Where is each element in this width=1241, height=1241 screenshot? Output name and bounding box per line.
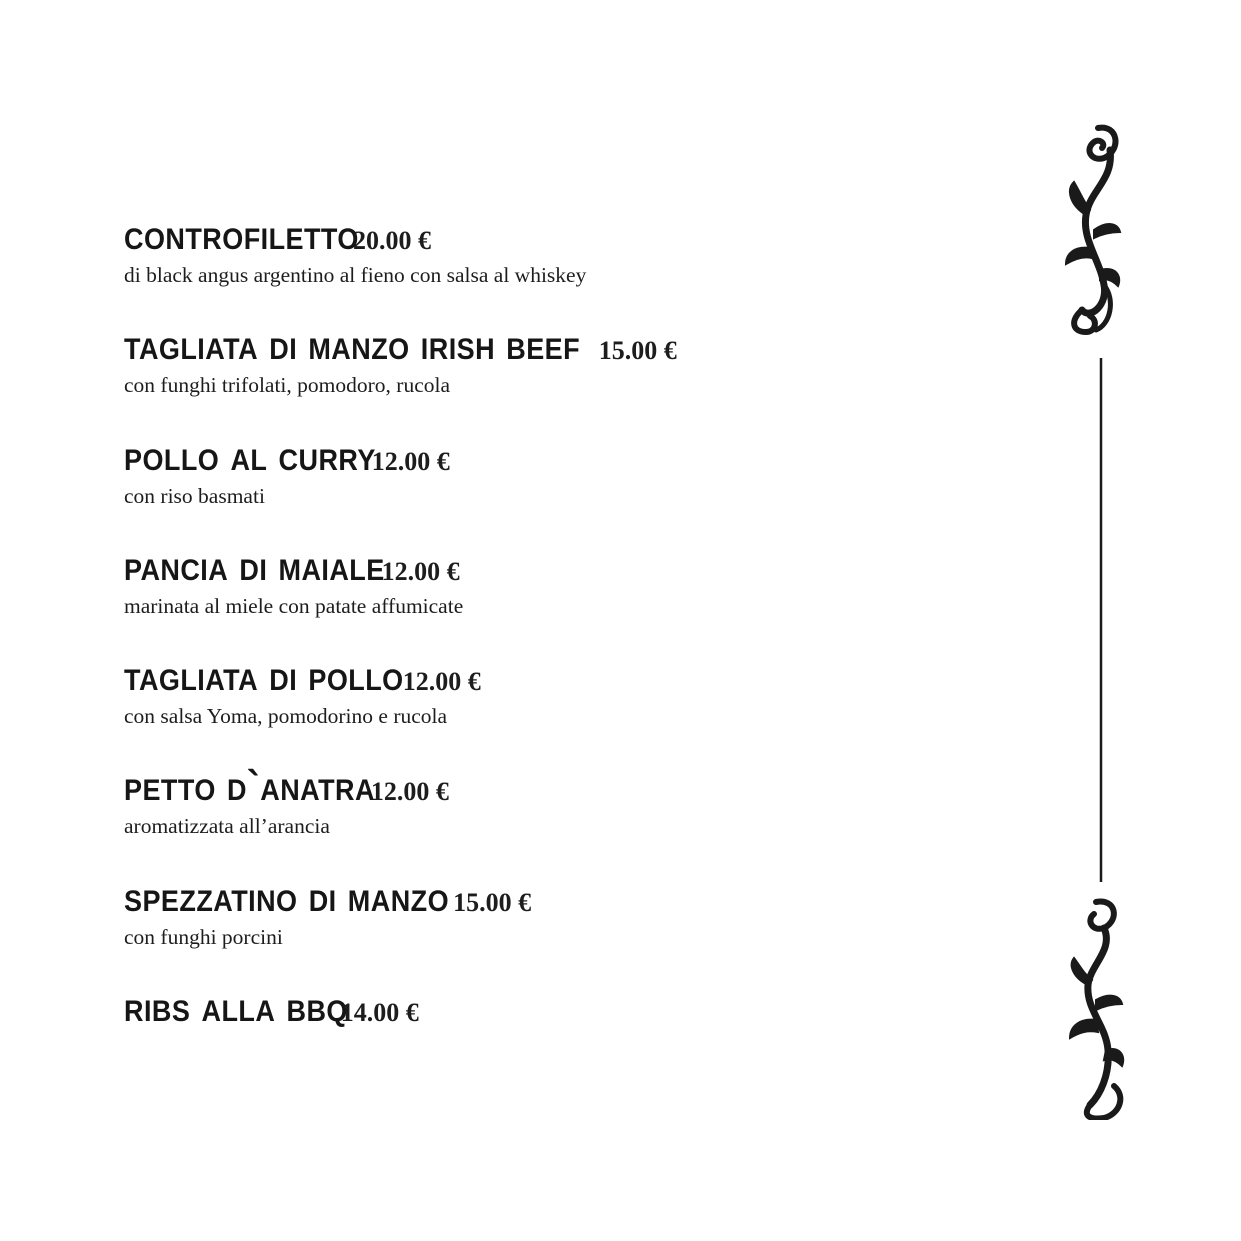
- menu-item: [124, 431, 1004, 545]
- dish-price: 12.00 €: [370, 777, 449, 807]
- dish-name: pollo al curry: [124, 431, 376, 480]
- menu-item: [124, 211, 1004, 324]
- dish-description: aromatizzata all’arancia: [124, 814, 330, 839]
- menu-item-title-line: [124, 211, 1004, 262]
- menu-item-title-line: [124, 321, 1004, 372]
- menu-item-title-line: [124, 541, 1004, 593]
- dish-name: spezzatino di manzo: [124, 872, 450, 921]
- menu-item: [124, 983, 1004, 1096]
- menu-item-title-line: [124, 652, 1004, 703]
- dish-description: marinata al miele con patate affumicate: [124, 593, 464, 618]
- menu-item-title-line: [124, 762, 1004, 813]
- dish-name: pancia di maiale: [124, 541, 385, 590]
- dish-description: di black angus argentino al fieno con salsa al whiskey: [124, 263, 587, 287]
- dish-name: tagliata di manzo irish beef: [124, 321, 581, 370]
- dish-price: 12.00 €: [381, 556, 460, 586]
- menu-item-title-line: [124, 431, 1004, 483]
- dish-description: con riso basmati: [124, 483, 265, 508]
- dish-price: 14.00 €: [340, 998, 419, 1028]
- dish-price: 12.00 €: [371, 446, 450, 476]
- dish-price: 12.00 €: [402, 667, 481, 697]
- dish-name: tagliata di pollo: [124, 652, 404, 701]
- dish-name: controfiletto: [124, 211, 359, 259]
- dish-price: 15.00 €: [453, 887, 532, 917]
- menu-item-title-line: [124, 983, 1004, 1034]
- menu-item: [124, 872, 1004, 986]
- menu-list: [124, 211, 1004, 1096]
- dish-description: con funghi porcini: [124, 924, 283, 949]
- dish-price: 15.00 €: [598, 336, 677, 366]
- flourish-divider-icon: [1060, 120, 1140, 1120]
- menu-item: [124, 541, 1004, 655]
- dish-name: petto d`anatra: [124, 762, 375, 811]
- dish-description: con funghi trifolati, pomodoro, rucola: [124, 373, 451, 398]
- dish-name: ribs alla bbq: [124, 983, 348, 1032]
- menu-item: [124, 762, 1004, 875]
- menu-item: [124, 321, 1004, 434]
- menu-item: [124, 652, 1004, 765]
- dish-price: 20.00 €: [352, 226, 431, 255]
- dish-description: con salsa Yoma, pomodorino e rucola: [124, 704, 448, 729]
- menu-item-title-line: [124, 872, 1004, 924]
